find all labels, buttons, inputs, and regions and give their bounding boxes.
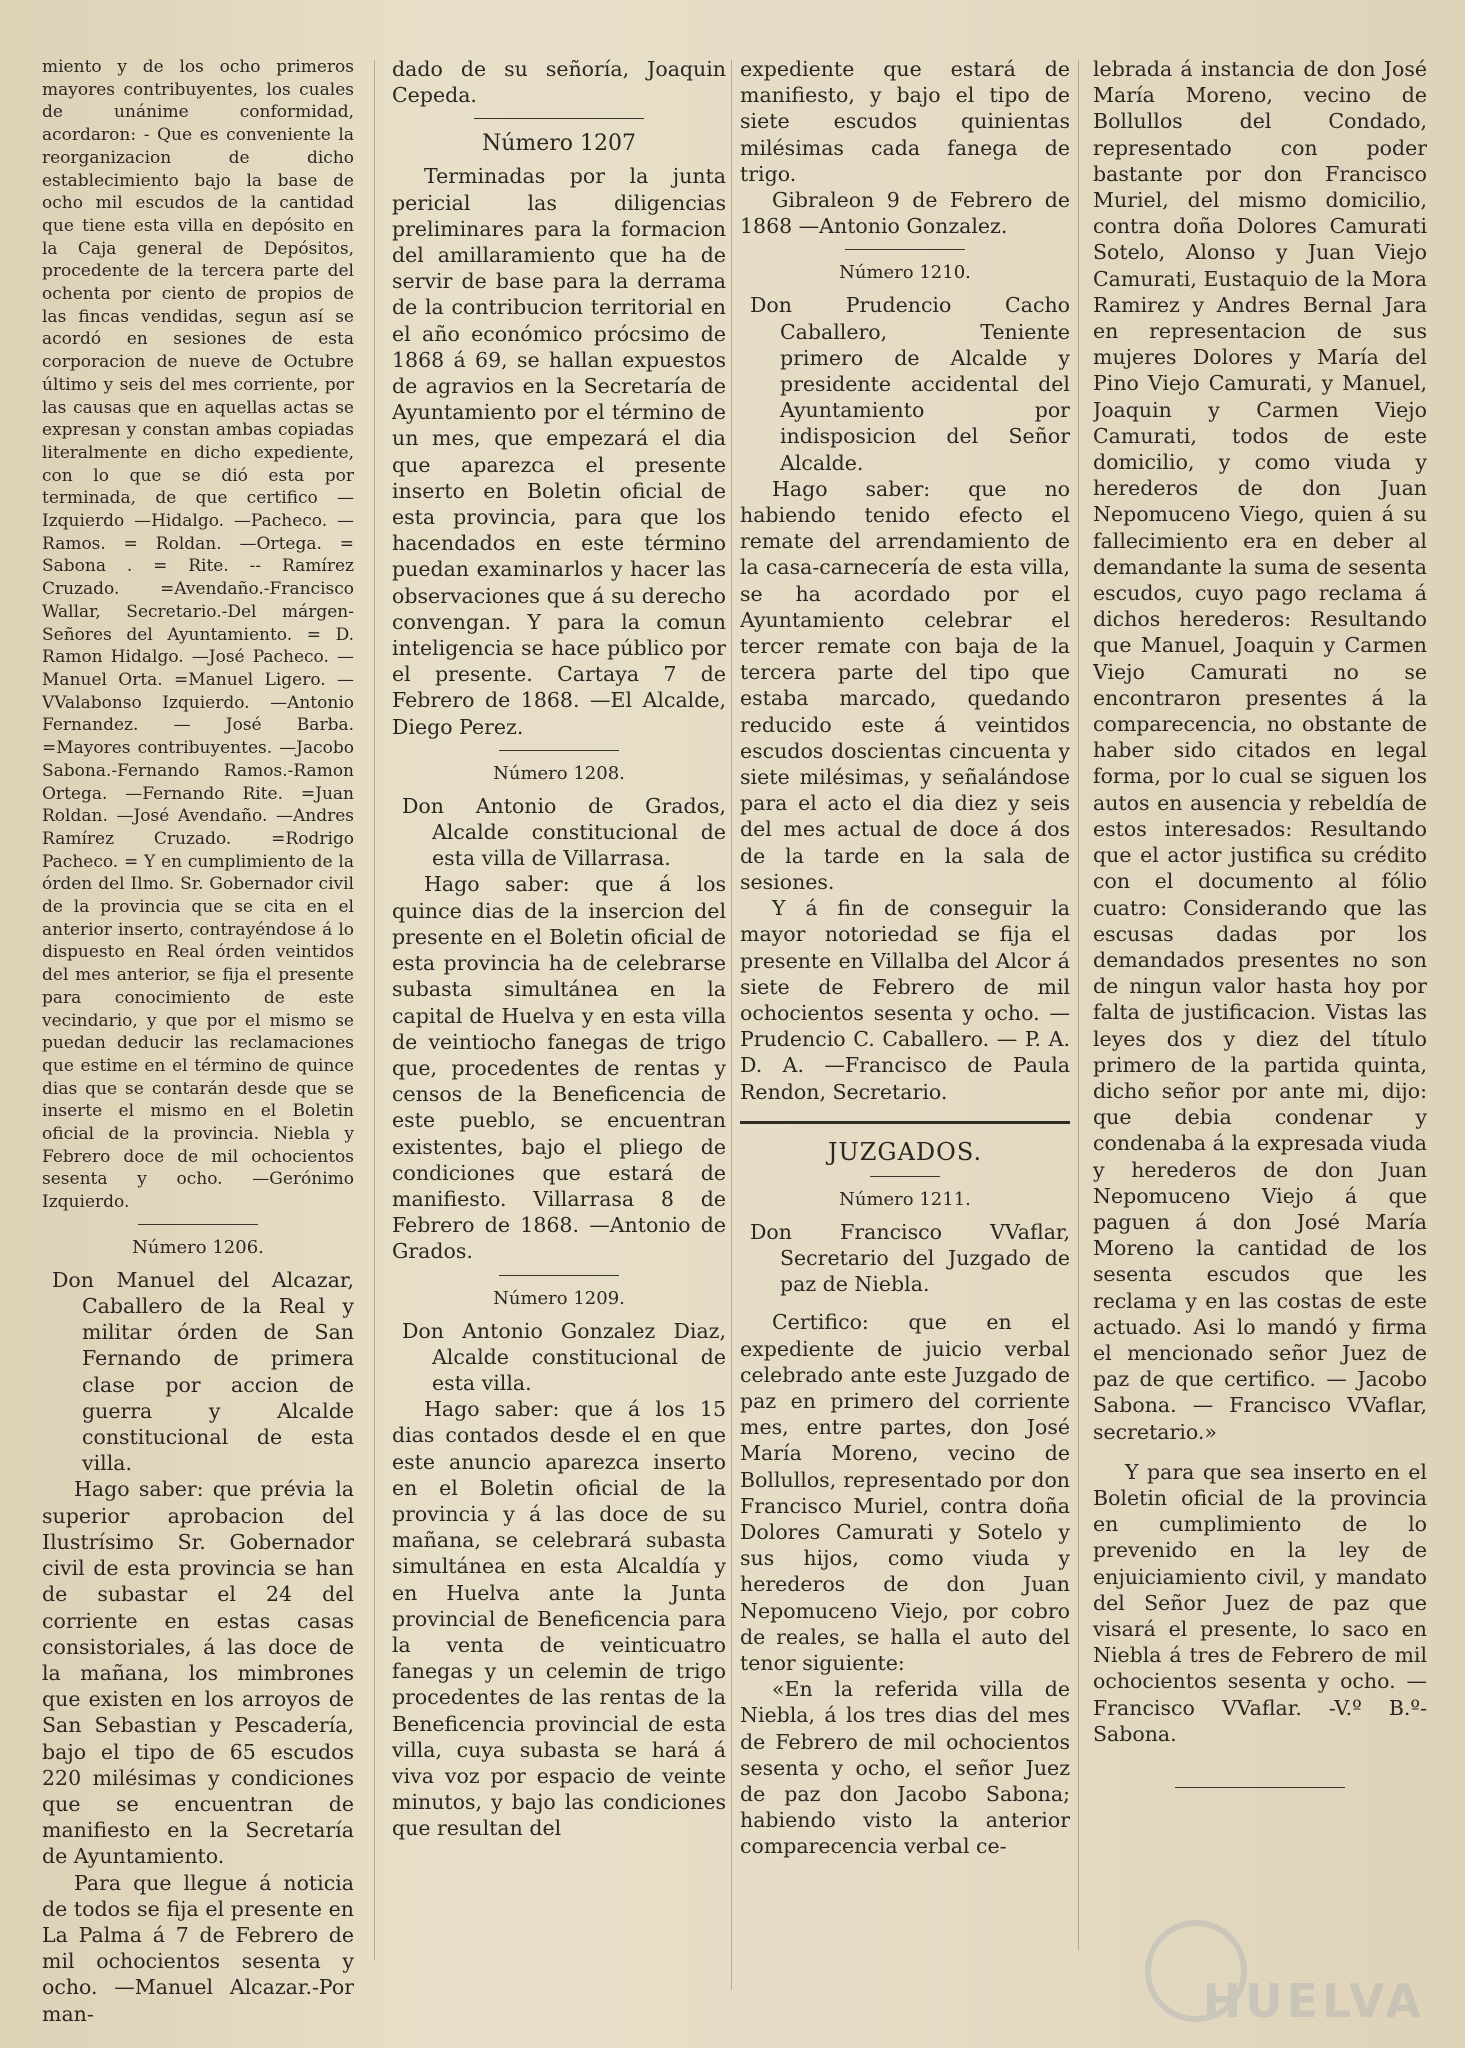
- notice-1210-body: Hago saber: que no habiendo tenido efecto el remate del arrendamiento de la casa-carnecería de esta villa, se ha acordado por el Ayuntamiento celebrar el tercer remate con baja de la tercera parte del tipo que estaba marcado, quedando reducido este á veintidos escudos doscientas cincuenta y siete milésimas, y señalándose para el acto el dia diez y seis del mes actual de doce á dos de la tarde en la sala de sesiones.: [740, 476, 1070, 894]
- notice-number-1209: Número 1209.: [493, 1287, 625, 1309]
- column-4: [1093, 56, 1427, 1798]
- notice-number-1207: Número 1207: [481, 131, 637, 157]
- library-stamp: [1125, 1892, 1425, 2042]
- continued-text: lebrada á instancia de don José María Moreno, vecino de Bollullos del Condado, representado con poder bastante por don Francisco Muriel, del mismo domicilio, contra doña Dolores Camurati Sotelo, Alonso y Juan Viejo Camurati, Eustaquio de la Mora Ramirez y Andres Bernal Jara en representacion de sus mujeres Dolores y María del Pino Viejo Camurati, y Manuel, Joaquin y Carmen Viejo Camurati, todos de este domicilio, y como viuda y herederos de don Juan Nepomuceno Viego, quien á su fallecimiento era en deber al demandante la suma de sesenta escudos, cuyo pago reclama á dichos herederos: Resultando que Manuel, Joaquin y Carmen Viejo Camurati no se encontraron presentes á la comparecencia, no obstante de haber sido citados en legal forma, por lo cual se siguen los autos en ausencia y rebeldía de estos interesados: Resultando que el actor justifica su crédito con el documento al fólio cuatro: Considerando que las escusas dadas por los demandados presentes no son de ningun valor hasta hoy por falta de justificacion. Vistas las leyes dos y diez del título primero de la partida quinta, dicho señor por ante mi, dijo: que debia condenar y condenaba á la expresada viuda y herederos de don Juan Nepomuceno Viejo á que paguen á don José María Moreno la cantidad de los sesenta escudos que les reclama y en las costas de este actuado. Asi lo mandó y firma el mencionado señor Juez de paz de que certifico. — Jacobo Sabona. — Francisco VVaflar, secretario.»: [1093, 57, 1427, 1444]
- notice-1211-heading: Don Francisco VVaflar, Secretario del Juzgado de paz de Niebla.: [750, 1219, 1070, 1297]
- notice-1211-quote: «En la referida villa de Niebla, á los tres dias del mes de Febrero de mil ochocientos sesenta y ocho, el señor Juez de paz don Jacobo Sabona; habiendo visto la anterior comparecencia verbal ce-: [740, 1677, 1070, 1859]
- notice-1208-heading: Don Antonio de Grados, Alcalde constitucional de esta villa de Villarrasa.: [402, 793, 726, 871]
- notice-1207-body: Terminadas por la junta pericial las diligencias preliminares para la formacion del amillaramiento que ha de servir de base para la derrama de la contribucion territorial en el año económico prócsimo de 1868 á 69, se hallan expuestos de agravios en la Secretaría de Ayuntamiento por el término de un mes, que empezará el dia que aparezca el presente inserto en Boletin oficial de esta provincia, para que los hacendados en este término puedan examinarlos y hacer las observaciones que á su derecho convengan. Y para la comun inteligencia se hace público por el presente. Cartaya 7 de Febrero de 1868. —El Alcalde, Diego Perez.: [392, 164, 726, 739]
- notice-1209-body: Hago saber: que á los 15 dias contados desde el en que este anuncio aparezca inserto en el Boletin oficial de la provincia y á las doce de su mañana, se celebrará subasta simultánea en esta Alcaldía y en Huelva ante la Junta provincial de Beneficencia para la venta de veinticuatro fanegas y un celemin de trigo procedentes de las rentas de la Beneficencia provincial de esta villa, cuya subasta se hará á viva voz por espacio de veinte minutos, y bajo las condiciones que resultan del: [392, 1397, 726, 1841]
- column-3: [740, 56, 1070, 1860]
- notice-1209-heading: Don Antonio Gonzalez Diaz, Alcalde constitucional de esta villa.: [402, 1318, 726, 1395]
- separator: [499, 750, 619, 751]
- notice-number-1210: Número 1210.: [839, 262, 971, 284]
- notice-number-1208: Número 1208.: [493, 762, 625, 784]
- column-2: [392, 56, 726, 1842]
- continued-text: miento y de los ocho primeros mayores contribuyentes, los cuales de unánime conformidad, acordaron: - Que es conveniente la reorganizacion de dicho establecimiento bajo la base de ocho mil escudos de la cantidad que tiene esta villa en depósito en la Caja general de Depósitos, procedente de la tercera parte del ochenta por ciento de propios de las fincas vendidas, segun así se acordó en sesiones de esta corporacion de nueve de Octubre último y seis del mes corriente, por las causas que en aquellas actas se expresan y constan ambas copiadas literalmente en dicho expediente, con lo que se dió esta por terminada, de que certifico —Izquierdo —Hidalgo. —Pacheco. —Ramos. = Roldan. —Ortega. = Sabona . = Rite. -- Ramírez Cruzado. =Avendaño.-Francisco Wallar, Secretario.-Del márgen-Señores del Ayuntamiento. = D. Ramon Hidalgo. —José Pacheco. —Manuel Orta. =Manuel Ligero. — VValabonso Izquierdo. —Antonio Fernandez. — José Barba. =Mayores contribuyentes. —Jacobo Sabona.-Fernando Ramos.-Ramon Ortega. —Fernando Rite. =Juan Roldan. —José Avendaño. —Andres Ramírez Cruzado. =Rodrigo Pacheco. = Y en cumplimiento de la órden del Ilmo. Sr. Gobernador civil de la provincia que se cita en el anterior inserto, contrayéndose á lo dispuesto en Real órden veintidos del mes anterior, se fija el presente para conocimiento de este vecindario, y que por el mismo se puedan deducir las reclamaciones que estime en el término de quince dias que se contarán desde que se inserte el mismo en el Boletin oficial de la provincia. Niebla y Febrero doce de mil ochocientos sesenta y ocho. —Gerónimo Izquierdo.: [42, 57, 354, 1213]
- continued-signature: Gibraleon 9 de Febrero de 1868 —Antonio Gonzalez.: [740, 188, 1070, 239]
- column-rule: [374, 60, 375, 1960]
- column-rule: [731, 60, 732, 1990]
- notice-1208-body: Hago saber: que á los quince dias de la insercion del presente en el Boletin oficial de esta provincia ha de celebrarse subasta simultánea en la capital de Huelva y en esta villa de veintiocho fanegas de trigo que, procedentes de rentas y censos de la Beneficencia de este pueblo, se encuentran existentes, bajo el pliego de condiciones que estará de manifiesto. Villarrasa 8 de Febrero de 1868. —Antonio de Grados.: [392, 872, 726, 1264]
- notice-1206-body: Hago saber: que prévia la superior aprobacion del Ilustrísimo Sr. Gobernador civil de esta provincia se han de subastar el 24 del corriente en estas casas consistoriales, á las doce de la mañana, los mimbrones que existen en los arroyos de San Sebastian y Pescadería, bajo el tipo de 65 escudos 220 milésimas y condiciones que se encuentran de manifiesto en la Secretaría de Ayuntamiento.: [42, 1477, 354, 1869]
- notice-1206-closing: Para que llegue á noticia de todos se fija el presente en La Palma á 7 de Febrero de mil ochocientos sesenta y ocho. —Manuel Alcazar.-Por man-: [42, 1870, 354, 2026]
- continued-text: dado de su señoría, Joaquin Cepeda.: [392, 57, 726, 108]
- separator: [474, 118, 644, 119]
- separator: [138, 1224, 258, 1225]
- separator: [499, 1275, 619, 1276]
- column-rule: [1078, 60, 1079, 1950]
- continued-text: expediente que estará de manifiesto, y bajo el tipo de siete escudos quinientas milésimas cada fanega de trigo.: [740, 57, 1070, 186]
- separator: [1175, 1787, 1345, 1788]
- notice-1206-heading: Don Manuel del Alcazar, Caballero de la Real y militar órden de San Fernando de primera clase por accion de guerra y Alcalde constitucional de esta villa.: [52, 1267, 354, 1476]
- section-rule: [740, 1121, 1070, 1124]
- stamp-text: HUELVA: [1202, 1974, 1425, 2028]
- notice-1210-closing: Y á fin de conseguir la mayor notoriedad se fija el presente en Villalba del Alcor á siete de Febrero de mil ochocientos sesenta y ocho. — Prudencio C. Caballero. — P. A. D. A. —Francisco de Paula Rendon, Secretario.: [740, 896, 1070, 1104]
- notice-1211-body: Certifico: que en el expediente de juicio verbal celebrado ante este Juzgado de paz en primero del corriente mes, entre partes, don José María Moreno, vecino de Bollullos, representado por don Francisco Muriel, contra doña Dolores Camurati y Sotelo y sus hijos, como viuda y herederos de don Juan Nepomuceno Viejo, por cobro de reales, se halla el auto del tenor siguiente:: [740, 1310, 1070, 1675]
- separator: [845, 249, 965, 250]
- section-title-juzgados: JUZGADOS.: [827, 1137, 983, 1166]
- column-1: [42, 56, 354, 2027]
- notice-number-1206: Número 1206.: [132, 1236, 264, 1258]
- notice-number-1211: Número 1211.: [839, 1188, 971, 1210]
- closing-paragraph: Y para que sea inserto en el Boletin oficial de la provincia en cumplimiento de lo prevenido en la ley de enjuiciamiento civil, y mandato del Señor Juez de paz que visará el presente, lo saco en Niebla á tres de Febrero de mil ochocientos sesenta y ocho. — Francisco VVaflar. -V.º B.º- Sabona.: [1093, 1459, 1427, 1746]
- notice-1210-heading: Don Prudencio Cacho Caballero, Teniente primero de Alcalde y presidente accidental del Ayuntamiento por indisposicion del Señor Alcalde.: [750, 293, 1070, 475]
- separator: [870, 1176, 940, 1177]
